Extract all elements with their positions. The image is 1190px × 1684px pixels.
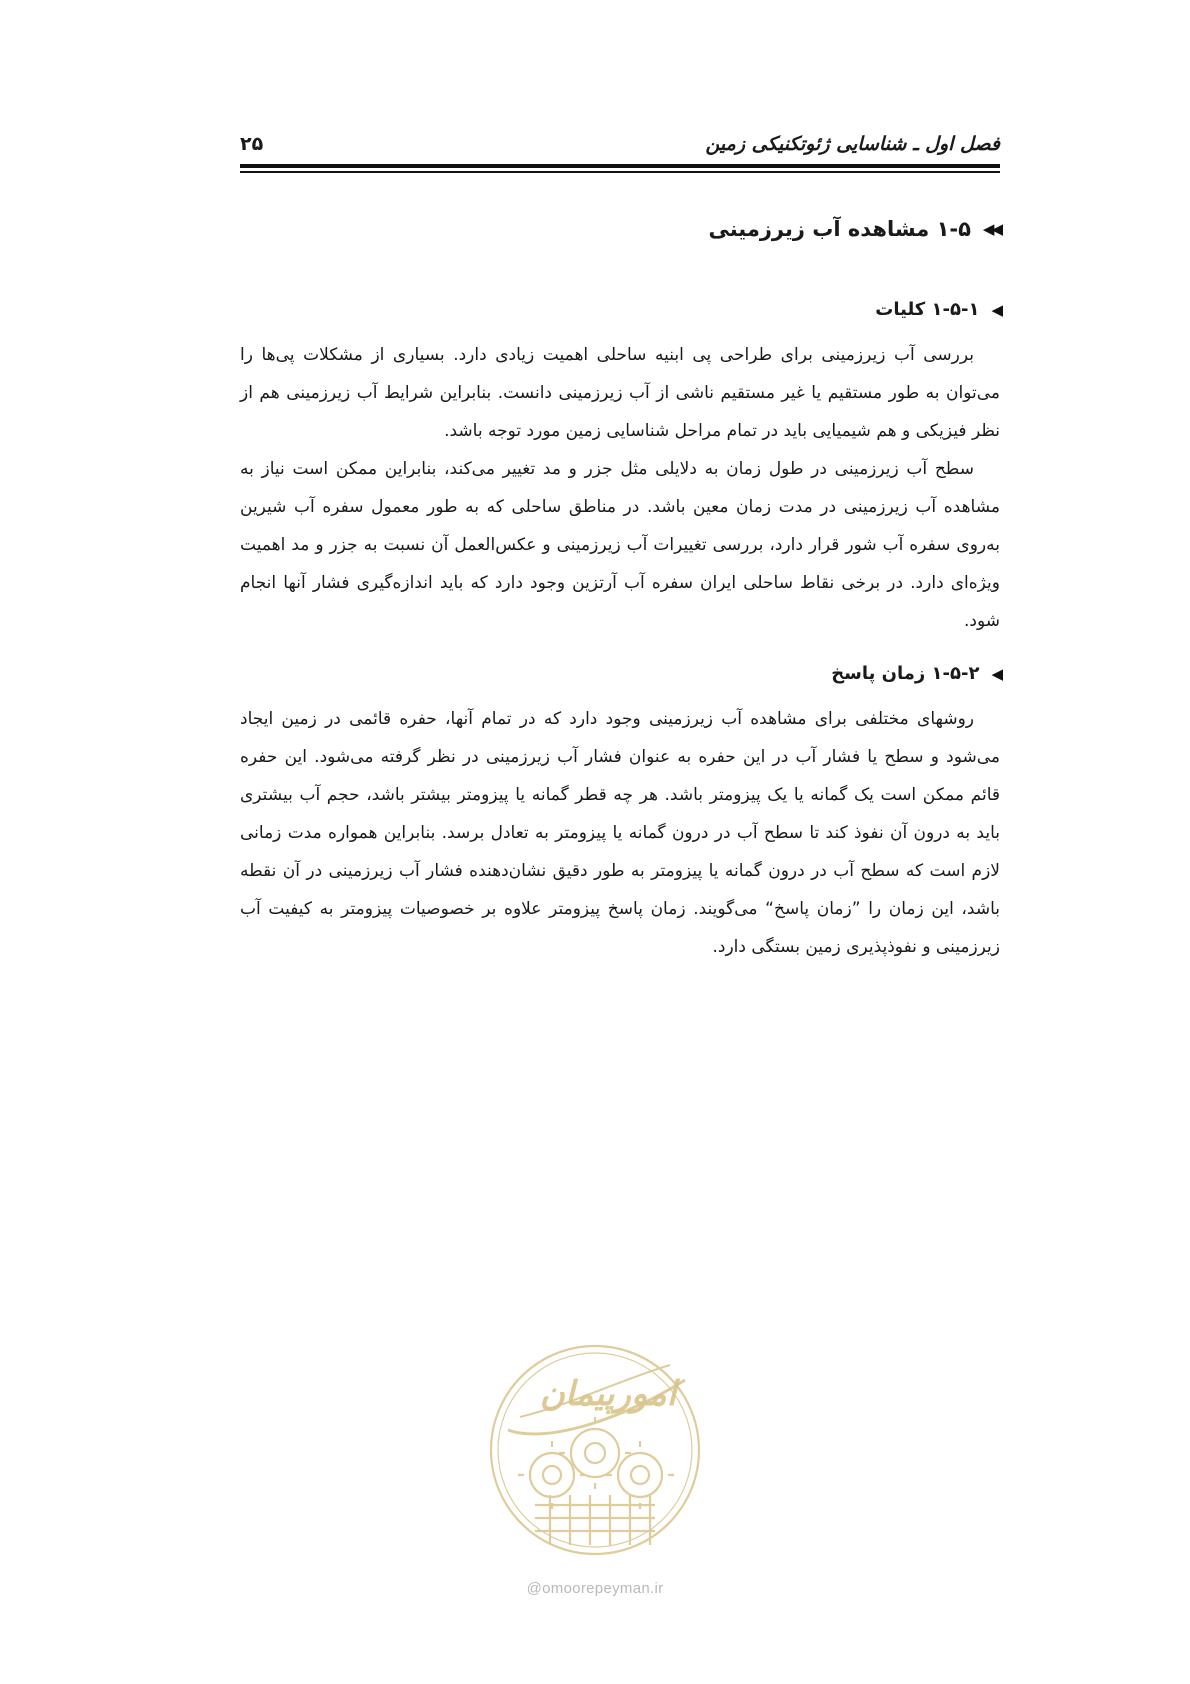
subsection-heading-general [240, 296, 1000, 324]
subsection-heading-text: ۱-۵-۲ زمان پاسخ [831, 663, 980, 684]
arrow-marker-icon: ◀ [991, 301, 1000, 319]
arrow-marker-icon: ◀ [991, 665, 1000, 683]
watermark-website: @omoorepeyman.ir [526, 1580, 664, 1597]
header-rule-thin [240, 171, 1000, 173]
page-body [240, 214, 1000, 966]
watermark-logo [480, 1335, 710, 1565]
watermark-logo-icon [480, 1335, 710, 1565]
paragraph: سطح آب زیرزمینی در طول زمان به دلایلی مثل جزر و مد تغییر می‌کند، بنابراین ممکن است نیاز به مشاهده آب زیرزمینی در مدت زمان معین باشد. در مناطق ساحلی که به طور معمول سفره آب شیرین به‌روی سفره آب شور قرار دارد، بررسی تغییرات آب زیرزمینی و عکس‌العمل آن نسبت به جزر و مد اهمیت ویژه‌ای دارد. در برخی نقاط ساحلی ایران سفره آب آرتزین وجود دارد که باید اندازه‌گیری فشار آنها انجام شود. [240, 459, 1000, 631]
section-heading-text: ۱-۵ مشاهده آب زیرزمینی [708, 217, 971, 241]
running-title: فصل اول ـ شناسایی ژئوتکنیکی زمین [705, 133, 1000, 155]
subsection-heading-text: ۱-۵-۱ کلیات [875, 299, 980, 320]
page-number: ۲۵ [240, 133, 264, 155]
paragraph: بررسی آب زیرزمینی برای طراحی پی ابنیه ساحلی اهمیت زیادی دارد. بسیاری از مشکلات پی‌ها را می‌توان به طور مستقیم یا غیر مستقیم ناشی از آب زیرزمینی دانست. بنابراین شرایط آب زیرزمینی هم از نظر فیزیکی و هم شیمیایی باید در تمام مراحل شناسایی زمین مورد توجه باشد. [240, 345, 1000, 441]
header-rule-thick [240, 164, 1000, 168]
paragraph: روشهای مختلفی برای مشاهده آب زیرزمینی وجود دارد که در تمام آنها، حفره قائمی در زمین ایجاد می‌شود و سطح یا فشار آب در این حفره به عنوان فشار آب زیرزمینی در نظر گرفته می‌شود. این حفره قائم ممکن است یک گمانه یا یک پیزومتر باشد. هر چه قطر گمانه یا پیزومتر بیشتر باشد، حجم آب بیشتری باید به درون آن نفوذ کند تا سطح آب در درون گمانه یا پیزومتر به تعادل برسد. بنابراین همواره مدت زمانی لازم است که سطح آب در درون گمانه یا پیزومتر به طور دقیق نشان‌دهنده فشار آب زیرزمینی در آن نقطه باشد، این زمان را ”زمان پاسخ“ می‌گویند. زمان پاسخ پیزومتر علاوه بر خصوصیات پیزومتر به کیفیت آب زیرزمینی و نفوذپذیری زمین بستگی دارد. [240, 709, 1000, 957]
running-header [240, 130, 1000, 160]
subsection-heading-response-time [240, 660, 1000, 688]
section-heading [240, 214, 1000, 244]
double-arrow-marker-icon: ◀◀ [982, 220, 1000, 238]
watermark-logo-text: امورپیمان [539, 1374, 677, 1414]
